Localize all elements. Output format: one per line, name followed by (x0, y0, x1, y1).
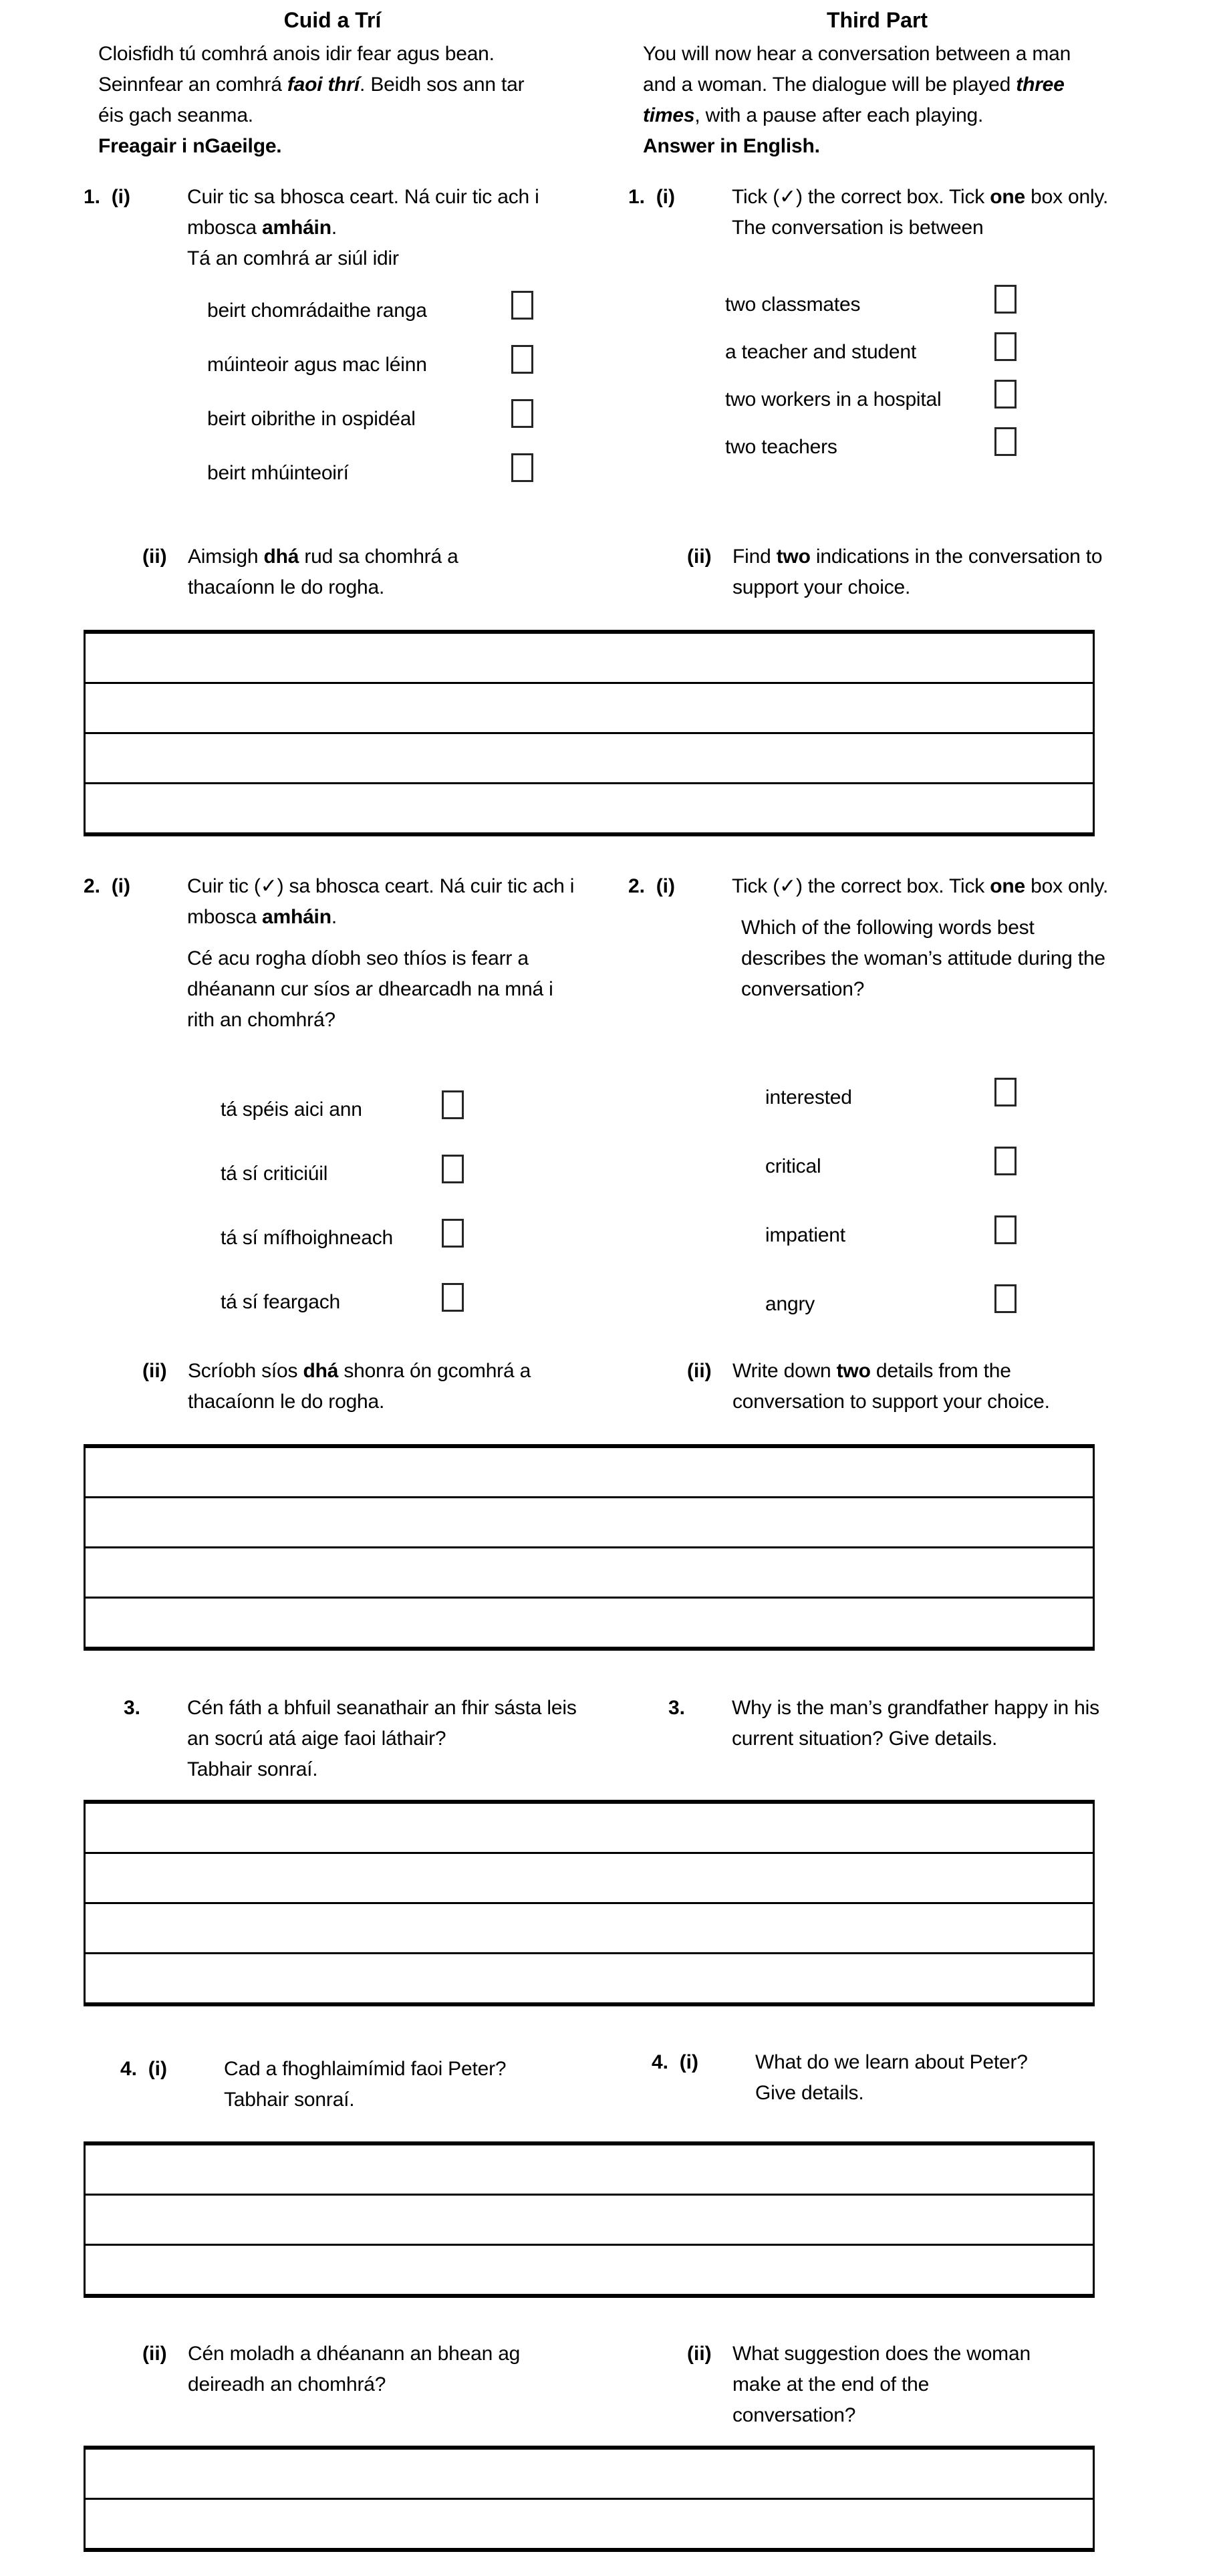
intro-text-english (628, 39, 1087, 162)
page-title-irish: Cuid a Trí (283, 8, 382, 32)
option-label: angry (765, 1292, 815, 1315)
option-label: impatient (765, 1223, 845, 1246)
q4i-number-english: 4. (i) (652, 2051, 699, 2073)
answer-language-note-english: Answer in English. (643, 135, 820, 157)
q1ii-number-irish: (ii) (142, 546, 167, 568)
answer-line[interactable] (86, 1597, 1093, 1647)
answer-line[interactable] (86, 782, 1093, 832)
checkbox[interactable] (994, 380, 1017, 408)
q1-options-irish (84, 283, 581, 500)
answer-table-q1ii (84, 630, 1095, 836)
q1i-instr-english-seg3: box only. (1025, 186, 1109, 208)
q1i-number-irish: 1. (i) (84, 186, 131, 208)
q2-question-english: Which of the following words best describes the woman’s attitude during the conversation? (741, 917, 1105, 1000)
intro-english (628, 7, 1126, 162)
answer-table-q4i (84, 2141, 1095, 2298)
q4i-question-english: What do we learn about Peter? (755, 2051, 1028, 2073)
option-label: two classmates (725, 293, 861, 316)
q2ii-text-irish (188, 1356, 575, 1417)
intro-irish-seg2: faoi thrí (287, 74, 360, 96)
answer-language-note-irish: Freagair i nGaeilge. (98, 135, 282, 157)
q2i-instr-english-seg2: one (990, 875, 1025, 897)
q3-note-irish: Tabhair sonraí. (187, 1758, 318, 1780)
checkbox[interactable] (994, 1284, 1017, 1313)
answer-line[interactable] (86, 2450, 1093, 2498)
checkbox[interactable] (442, 1219, 464, 1248)
option-row (628, 1132, 1126, 1201)
q2i-instr-irish-seg3: . (331, 906, 337, 928)
q2ii-english (628, 1356, 1126, 1417)
option-label: tá sí feargach (221, 1291, 340, 1313)
q1i-english (628, 182, 1126, 243)
intro-irish-seg1: Cloisfidh tú comhrá anois idir fear agus bean. Seinnfear an comhrá (98, 43, 495, 96)
q2ii-number-irish: (ii) (142, 1360, 167, 1382)
option-row (628, 423, 1126, 471)
answer-line[interactable] (86, 1952, 1093, 2002)
q3-text-irish (187, 1693, 581, 1785)
q2i-english (628, 871, 1126, 1005)
checkbox[interactable] (994, 332, 1017, 361)
answer-table-q4ii (84, 2446, 1095, 2552)
option-row (84, 1142, 581, 1206)
q2i-text-english (732, 871, 1126, 1005)
q4ii-irish (84, 2339, 581, 2400)
q2ii-number-english: (ii) (687, 1360, 712, 1382)
checkbox[interactable] (511, 399, 533, 428)
answer-line[interactable] (86, 2194, 1093, 2244)
q2ii-irish-seg1: Scríobh síos (188, 1360, 303, 1382)
answer-table-q3 (84, 1800, 1095, 2006)
q2i-instr-english-seg3: box only. (1025, 875, 1109, 897)
option-label: two teachers (725, 435, 837, 458)
option-label: beirt chomrádaithe ranga (207, 299, 427, 322)
checkbox[interactable] (994, 1147, 1017, 1175)
answer-line[interactable] (86, 2145, 1093, 2194)
q1i-instr-irish-seg1: Cuir tic sa bhosca ceart. Ná cuir tic ach i mbosca (187, 186, 539, 239)
option-row (84, 392, 581, 446)
q1ii-irish-seg1: Aimsigh (188, 546, 264, 568)
q1i-instr-english-seg1: Tick (✓) the correct box. Tick (732, 186, 990, 208)
checkbox[interactable] (511, 345, 533, 374)
answer-line[interactable] (86, 1852, 1093, 1902)
q1i-instr-irish-seg2: amháin (261, 217, 331, 239)
q1i-text-english (732, 182, 1126, 243)
q3-question-english: Why is the man’s grandfather happy in his current situation? Give details. (732, 1697, 1099, 1750)
option-row (84, 1078, 581, 1142)
option-row (84, 1206, 581, 1270)
q1ii-english-seg2: two (776, 546, 811, 568)
q1ii-text-english (732, 542, 1107, 603)
checkbox[interactable] (994, 427, 1017, 456)
checkbox[interactable] (994, 1078, 1017, 1106)
q2i-instr-english-seg1: Tick (✓) the correct box. Tick (732, 875, 990, 897)
q1ii-irish-seg3: rud sa chomhrá a thacaíonn le do rogha. (188, 546, 458, 598)
option-row (628, 328, 1126, 376)
q2ii-irish-seg3: shonra ón gcomhrá a thacaíonn le do rogha. (188, 1360, 531, 1413)
option-label: tá sí criticiúil (221, 1163, 328, 1185)
checkbox[interactable] (442, 1090, 464, 1119)
q2ii-irish-seg2: dhá (303, 1360, 339, 1382)
answer-line[interactable] (86, 634, 1093, 682)
answer-line[interactable] (86, 2244, 1093, 2294)
q4i-note-english: Give details. (755, 2082, 864, 2104)
q3-number-irish: 3. (124, 1697, 141, 1719)
answer-line[interactable] (86, 1902, 1093, 1952)
q1ii-english-seg1: Find (732, 546, 777, 568)
q1ii-text-irish (188, 542, 535, 603)
q1i-lead-english: The conversation is between (732, 217, 984, 239)
option-row (628, 1201, 1126, 1270)
answer-line[interactable] (86, 1546, 1093, 1597)
q1-options-english (628, 281, 1126, 471)
q2-options-english (628, 1063, 1126, 1338)
q3-irish (84, 1693, 581, 1785)
option-label: tá spéis aici ann (221, 1098, 362, 1121)
q1i-number-english: 1. (i) (628, 186, 676, 208)
q1i-instr-english-seg2: one (990, 186, 1025, 208)
answer-line[interactable] (86, 682, 1093, 732)
q1ii-english (628, 542, 1126, 603)
q2ii-english-seg1: Write down (732, 1360, 837, 1382)
q4ii-question-irish: Cén moladh a dhéanann an bhean ag deireadh an chomhrá? (188, 2343, 521, 2395)
q2-question-irish: Cé acu rogha díobh seo thíos is fearr a dhéanann cur síos ar dhearcadh na mná i rith an chomhrá? (187, 947, 553, 1031)
q2i-number-irish: 2. (i) (84, 875, 131, 897)
q2ii-text-english (732, 1356, 1107, 1417)
option-label: two workers in a hospital (725, 388, 942, 411)
page-title-english: Third Part (826, 8, 928, 32)
q4i-text-english (755, 2047, 1126, 2109)
q1i-text-irish (187, 182, 581, 274)
q4ii-english (628, 2339, 1126, 2431)
option-row (84, 283, 581, 338)
answer-line[interactable] (86, 1804, 1093, 1852)
q1ii-irish (84, 542, 581, 603)
option-row (628, 376, 1126, 423)
q2ii-english-seg2: two (836, 1360, 871, 1382)
checkbox[interactable] (511, 291, 533, 320)
option-row (84, 338, 581, 392)
q1i-lead-irish: Tá an comhrá ar siúl idir (187, 247, 399, 269)
q2ii-english-seg3: details from the conversation to support your choice. (732, 1360, 1050, 1413)
q2i-irish (84, 871, 581, 1036)
answer-table-q2ii (84, 1444, 1095, 1651)
q1i-irish (84, 182, 581, 274)
q3-number-english: 3. (668, 1697, 686, 1719)
q2i-number-english: 2. (i) (628, 875, 676, 897)
intro-english-seg3: , with a pause after each playing. (694, 104, 984, 126)
option-row (628, 281, 1126, 328)
q4i-english (628, 2047, 1126, 2109)
q4ii-number-irish: (ii) (142, 2343, 167, 2365)
q1ii-english-seg3: indications in the conversation to support your choice. (732, 546, 1103, 598)
q3-english (628, 1693, 1126, 1754)
answer-line[interactable] (86, 1496, 1093, 1546)
q2i-text-irish (187, 871, 581, 1036)
q1i-instr-irish-seg3: . (331, 217, 337, 239)
q2i-instr-irish-seg1: Cuir tic (✓) sa bhosca ceart. Ná cuir tic ach i mbosca (187, 875, 575, 928)
option-label: beirt oibrithe in ospidéal (207, 407, 416, 430)
q4i-text-irish (224, 2054, 581, 2115)
option-label: beirt mhúinteoirí (207, 461, 349, 484)
option-label: a teacher and student (725, 340, 917, 363)
q4i-number-irish: 4. (i) (120, 2058, 168, 2080)
checkbox[interactable] (442, 1155, 464, 1183)
answer-line[interactable] (86, 732, 1093, 782)
q2-options-irish (84, 1078, 581, 1334)
q2ii-irish (84, 1356, 581, 1417)
checkbox[interactable] (511, 453, 533, 482)
q4i-note-irish: Tabhair sonraí. (224, 2089, 355, 2111)
q4i-question-irish: Cad a fhoghlaimímid faoi Peter? (224, 2058, 507, 2080)
answer-line[interactable] (86, 2498, 1093, 2548)
intro-text-irish (84, 39, 543, 162)
intro-irish (84, 7, 581, 162)
option-label: tá sí mífhoighneach (221, 1227, 394, 1249)
checkbox[interactable] (442, 1283, 464, 1312)
option-label: critical (765, 1155, 821, 1177)
intro-english-seg1: You will now hear a conversation between a man and a woman. The dialogue will be played (643, 43, 1071, 96)
q1ii-irish-seg2: dhá (263, 546, 299, 568)
option-row (628, 1063, 1126, 1132)
intro-english-seg2: three times (643, 74, 1065, 126)
option-row (84, 446, 581, 500)
intro-irish-seg3: . Beidh sos ann tar éis gach seanma. (98, 74, 525, 126)
checkbox[interactable] (994, 1215, 1017, 1244)
q2i-instr-irish-seg2: amháin (261, 906, 331, 928)
checkbox[interactable] (994, 285, 1017, 314)
option-row (628, 1270, 1126, 1338)
q4ii-number-english: (ii) (687, 2343, 712, 2365)
q4ii-question-english: What suggestion does the woman make at the end of the conversation? (732, 2343, 1031, 2426)
q3-question-irish: Cén fáth a bhfuil seanathair an fhir sásta leis an socrú atá aige faoi láthair? (187, 1697, 577, 1750)
option-row (84, 1270, 581, 1334)
q4i-irish (84, 2054, 581, 2115)
option-label: múinteoir agus mac léinn (207, 353, 427, 376)
q1ii-number-english: (ii) (687, 546, 712, 568)
option-label: interested (765, 1086, 852, 1108)
answer-line[interactable] (86, 1448, 1093, 1496)
